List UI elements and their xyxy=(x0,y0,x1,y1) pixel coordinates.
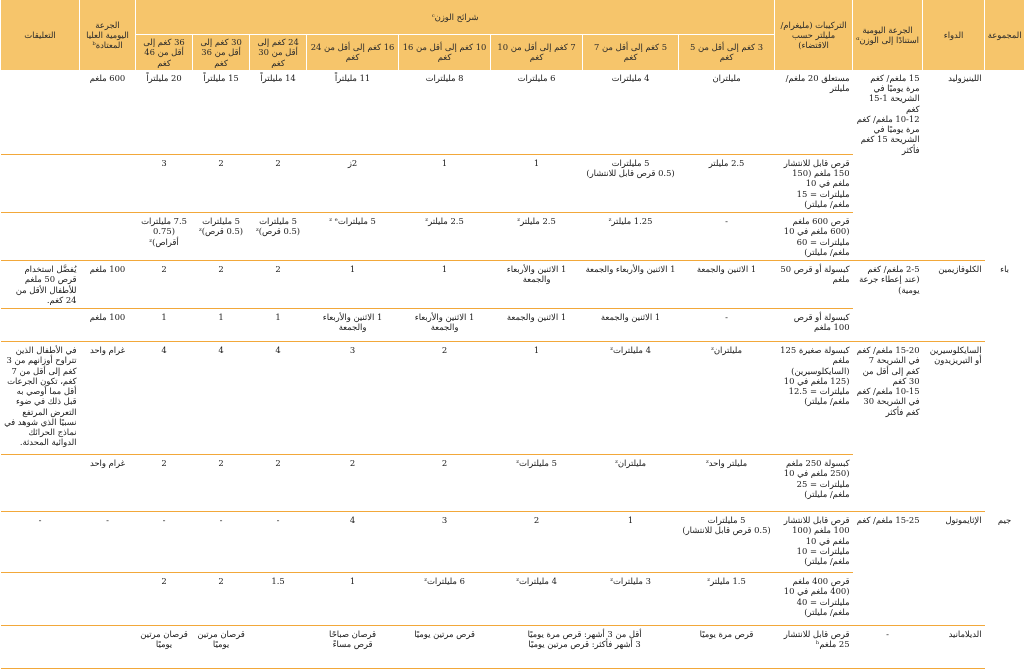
band-cell: 2 xyxy=(250,261,307,309)
max-dose: 600 ملغم xyxy=(80,70,136,155)
formulation: كبسولة أو قرص 100 ملغم xyxy=(775,309,853,342)
drug-name: الإثايموتول xyxy=(923,512,985,626)
band-cell: 11 مليلتراً xyxy=(307,70,399,155)
band-cell: 1 الاثنين والجمعة xyxy=(491,309,583,342)
band-cell: 1 xyxy=(307,573,399,626)
band-cell: 3 مليلتراتᶻ xyxy=(583,573,679,626)
daily-dose: 15 ملغم/ كغم مرة يوميًا في الشريحة 1-15 كغم 10-12 ملغم/ كغم مرة يوميًا في الشريحة 15 كغم فأكثر xyxy=(853,70,923,261)
band-cell: 20 مليلتراً xyxy=(136,70,193,155)
comment: - xyxy=(1,512,80,573)
formulation: قرص قابل للانتشار 25 ملغمʰ xyxy=(775,626,853,669)
band-cell: 4 xyxy=(193,342,250,455)
header-band-2: 5 كغم إلى أقل من 7 كغم xyxy=(583,35,679,70)
band-cell: 15 مليلتراً xyxy=(193,70,250,155)
band-cell: 1 xyxy=(307,261,399,309)
band-cell: 1 الاثنين والأربعاء والجمعة xyxy=(491,261,583,309)
band-cell: 6 مليلتراتᶻ xyxy=(399,573,491,626)
header-group: المجموعة xyxy=(985,0,1024,70)
band-cell: 2 xyxy=(250,154,307,212)
band-cell: 1 xyxy=(136,309,193,342)
band-cell: قرص مرة يوميًا xyxy=(679,626,775,669)
formulation: مستعلق 20 ملغم/ مليلتر xyxy=(775,70,853,155)
band-cell: 4 xyxy=(250,342,307,455)
band-cell: 4 مليلتراتᶻ xyxy=(583,342,679,455)
band-cell: - xyxy=(250,512,307,573)
formulation: كبسولة 250 ملغم (250 ملغم في 10 مليلترات = 25 ملغم/ مليلتر) xyxy=(775,455,853,512)
band-cell: مليلترانᶻ xyxy=(583,455,679,512)
comment xyxy=(1,213,80,261)
band-cell: - xyxy=(679,309,775,342)
band-cell: 1 الاثنين والأربعاء والجمعة xyxy=(399,309,491,342)
band-cell: 1 xyxy=(250,309,307,342)
max-dose xyxy=(80,626,136,669)
max-dose: 100 ملغم xyxy=(80,261,136,309)
band-cell: قرصان مرتين يوميًا xyxy=(193,626,250,669)
band-cell: 2 xyxy=(307,455,399,512)
table-row xyxy=(1,70,1024,155)
band-cell: 1 xyxy=(583,512,679,573)
band-cell: 1 xyxy=(491,154,583,212)
band-cell: 4 xyxy=(136,342,193,455)
band-cell: 1 xyxy=(193,309,250,342)
band-cell: 2 xyxy=(399,342,491,455)
formulation: كبسولة أو قرص 50 ملغم xyxy=(775,261,853,309)
header-formulations: التركيبات (مليغرام/ مليلتر حسب الاقتضاء) xyxy=(775,0,853,70)
daily-dose: 15-20 ملغم/ كغم في الشريحة 7 كغم إلى أقل من 30 كغم 10-15 ملغم/ كغم في الشريحة 30 كغم فأكثر xyxy=(853,342,923,512)
formulation: قرص قابل للانتشار 150 ملغم (150 ملغم في 10 مليلترات = 15 ملغم/ مليلتر) xyxy=(775,154,853,212)
band-cell: - xyxy=(193,512,250,573)
band-cell: - xyxy=(679,213,775,261)
band-cell: 2 xyxy=(193,154,250,212)
band-cell: قرصان صباحًا قرص مساءً xyxy=(307,626,399,669)
band-cell: 1 xyxy=(399,154,491,212)
comment xyxy=(1,154,80,212)
band-cell: مليلتر واحدᶻ xyxy=(679,455,775,512)
band-cell: 2 xyxy=(136,261,193,309)
band-cell: 2 xyxy=(491,512,583,573)
header-band-8: 36 كغم إلى أقل من 46 كغم xyxy=(136,35,193,70)
max-dose: 100 ملغم xyxy=(80,309,136,342)
band-cell: 1 الاثنين والأربعاء والجمعة xyxy=(307,309,399,342)
band-cell: 2ز xyxy=(307,154,399,212)
band-cell: 1 الاثنين والجمعة xyxy=(583,309,679,342)
drug-name: السايكلوسيرين أو التيريزيدون xyxy=(923,342,985,512)
table-row xyxy=(1,626,1024,669)
band-cell: 1 الاثنين والجمعة xyxy=(679,261,775,309)
formulation: قرص قابل للانتشار 100 ملغم (100 ملغم في 10 مليلترات = 10 ملغم/ مليلتر) xyxy=(775,512,853,573)
band-cell: 2 xyxy=(399,455,491,512)
max-dose xyxy=(80,154,136,212)
header-band-4: 10 كغم إلى أقل من 16 كغم xyxy=(399,35,491,70)
band-cell: 1.25 مليلترᶻ xyxy=(583,213,679,261)
band-cell: قرص مرتين يوميًا xyxy=(399,626,491,669)
band-cell: 1 الاثنين والأربعاء والجمعة xyxy=(583,261,679,309)
band-cell: 14 مليلتراً xyxy=(250,70,307,155)
band-cell: 3 xyxy=(136,154,193,212)
band-cell: مليلترانᶻ xyxy=(679,342,775,455)
table-row xyxy=(1,512,1024,573)
band-cell: 5 مليلتراتᶻ xyxy=(491,455,583,512)
band-cell: 3 xyxy=(307,342,399,455)
max-dose xyxy=(80,573,136,626)
band-cell: - xyxy=(136,512,193,573)
band-cell: 2.5 مليلترᶻ xyxy=(491,213,583,261)
daily-dose: - xyxy=(853,626,923,669)
band-cell: 2 xyxy=(250,455,307,512)
header-band-6: 24 كغم إلى أقل من 30 كغم xyxy=(250,35,307,70)
header-drug: الدواء xyxy=(923,0,985,70)
band-cell: 2 xyxy=(136,455,193,512)
drug-name: الديلامانيد xyxy=(923,626,985,669)
drug-name: الكلوفازيمين xyxy=(923,261,985,342)
band-cell: 5 مليلترات (0.5 قرص قابل للانتشار) xyxy=(583,154,679,212)
group-cell: جيم xyxy=(985,512,1024,669)
band-cell: 5 مليلترات (0.5 قرص قابل للانتشار) xyxy=(679,512,775,573)
max-dose: غرام واحد xyxy=(80,342,136,455)
drug-name: اللينيزوليد xyxy=(923,70,985,261)
max-dose: - xyxy=(80,512,136,573)
band-cell: 2 xyxy=(193,455,250,512)
comment xyxy=(1,309,80,342)
daily-dose: 15-25 ملغم/ كغم xyxy=(853,512,923,626)
formulation: كبسولة صغيرة 125 ملغم (السايكلوسيرين) (125 ملغم في 10 مليلترات = 12.5 ملغم/ مليلتر) xyxy=(775,342,853,455)
band-cell: 1 xyxy=(399,261,491,309)
comment: في الأطفال الذين تتراوح أوزانهم من 3 كغم إلى أقل من 7 كغم، تكون الجرعات أقل مما أوصي به قبل ذلك في ضوء التعرض المرتفع نسبيًا الذي شوهد في نماذج الحرائك الدوائية المحدثة. xyxy=(1,342,80,455)
comment xyxy=(1,455,80,512)
band-cell: 2.5 مليلترᶻ xyxy=(399,213,491,261)
header-band-1: 3 كغم إلى أقل من 5 كغم xyxy=(679,35,775,70)
band-cell: 1.5 مليلترᶻ xyxy=(679,573,775,626)
formulation: قرص 600 ملغم (600 ملغم في 10 مليلترات = 60 ملغم/ مليلتر) xyxy=(775,213,853,261)
band-cell: 1 xyxy=(491,342,583,455)
band-cell: 2.5 مليلتر xyxy=(679,154,775,212)
band-cell: 7.5 مليلترات (0.75 أقراص)ᶻ xyxy=(136,213,193,261)
band-cell: قرصان مرتين يوميًا xyxy=(136,626,193,669)
band-cell: 5 مليلتراتᶻ ᵉ xyxy=(307,213,399,261)
header-band-3: 7 كغم إلى أقل من 10 كغم xyxy=(491,35,583,70)
max-dose xyxy=(80,213,136,261)
comment: يُفضَّل استخدام قرص 50 ملغم للأطفال الأقل من 24 كغم. xyxy=(1,261,80,309)
comment xyxy=(1,70,80,155)
band-cell: 5 مليلترات (0.5 قرص)ᶻ xyxy=(250,213,307,261)
group-cell xyxy=(985,70,1024,261)
formulation: قرص 400 ملغم (400 ملغم في 10 مليلترات = 40 ملغم/ مليلتر) xyxy=(775,573,853,626)
band-cell: 2 xyxy=(136,573,193,626)
header-band-7: 30 كغم إلى أقل من 36 كغم xyxy=(193,35,250,70)
comment xyxy=(1,626,80,669)
table-row xyxy=(1,261,1024,309)
max-dose: غرام واحد xyxy=(80,455,136,512)
band-cell: 4 مليلتراتᶻ xyxy=(491,573,583,626)
band-cell: 3 xyxy=(399,512,491,573)
group-cell: باء xyxy=(985,261,1024,512)
comment xyxy=(1,573,80,626)
header-weight-bands: شرائح الوزنᶜ xyxy=(136,0,775,35)
band-cell: مليلتران xyxy=(679,70,775,155)
band-cell: 8 مليلترات xyxy=(399,70,491,155)
band-cell: 4 مليلترات xyxy=(583,70,679,155)
daily-dose: 2-5 ملغم/ كغم (عند إعطاء جرعة يومية) xyxy=(853,261,923,342)
header-max-dose: الجرعة اليومية العليا المعتادةᵇ xyxy=(80,0,136,70)
header-comments: التعليقات xyxy=(1,0,80,70)
band-cell: 2 xyxy=(193,261,250,309)
band-cell: 4 xyxy=(307,512,399,573)
band-cell: 1.5 xyxy=(250,573,307,626)
band-cell: 5 مليلترات (0.5 قرص)ᶻ xyxy=(193,213,250,261)
band-cell: 6 مليلترات xyxy=(491,70,583,155)
table-row xyxy=(1,342,1024,455)
header-daily-dose: الجرعة اليومية استنادًا إلى الوزنᵅ xyxy=(853,0,923,70)
band-cell: 2 xyxy=(193,573,250,626)
header-band-5: 16 كغم إلى أقل من 24 كغم xyxy=(307,35,399,70)
band-cell: أقل من 3 أشهر: قرص مرة يوميًا 3 أشهر فأكثر: قرص مرتين يوميًا xyxy=(491,626,679,669)
band-cell xyxy=(250,626,307,669)
